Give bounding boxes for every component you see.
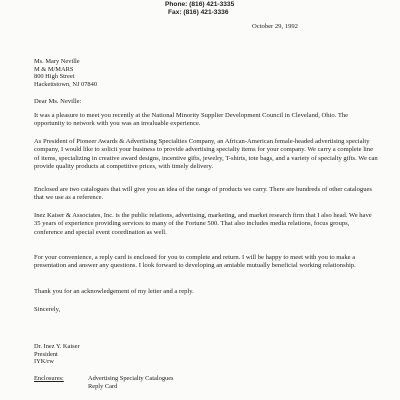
signer-title: President: [34, 350, 58, 358]
closing: Sincerely,: [34, 306, 61, 313]
recipient-name: Ms. Mary Neville: [34, 58, 80, 65]
paragraph-company-intro: As President of Pioneer Awards & Advertising Specialties Company, an African-American female-headed advertising specialty company, I would like to solicit your business to provide advertising specialty items for your company. We carry a complete line of items, specializing in creative award designs, incentive gifts, jewelry, T-shirts, tote bags, and a variety of specialty gifts. We can provide quality products at competitive prices, with timely delivery.: [34, 138, 378, 170]
salutation: Dear Ms. Neville:: [34, 98, 82, 105]
enclosure-item: Advertising Specialty Catalogues: [88, 375, 174, 382]
paragraph-reply-card: For your convenience, a reply card is enclosed for you to complete and return. I will be happy to meet with you to make a presentation and answer any questions. I look forward to developing an amiable mutually beneficial working relationship.: [34, 254, 356, 270]
paragraph-associates: Inez Kaiser & Associates, Inc. is the public relations, advertising, marketing, and market research firm that I also head. We have 35 years of experience providing services to many of the Fortune 500. That also includes media relations, focus groups, conference and special event coordination as well.: [34, 212, 372, 236]
recipient-city: Hackettstown, NJ 07840: [34, 80, 98, 88]
enclosure-item: Reply Card: [88, 382, 118, 390]
enclosures-label: Enclosures:: [34, 375, 64, 382]
paragraph-meeting: It was a pleasure to meet you recently at the National Minority Supplier Development Council in Cleveland, Ohio. The opportunity to network with you was an invaluable experience.: [34, 112, 349, 128]
recipient-street: 800 High Street: [34, 73, 75, 80]
typist-initials: IYK/rw: [34, 358, 54, 365]
letterhead-phone: Phone: (816) 421-3335: [165, 1, 235, 8]
letter-date: October 29, 1992: [252, 23, 298, 30]
paragraph-catalogues: Enclosed are two catalogues that will give you an idea of the range of products we carry. There are hundreds of other catalogues that we use as a reference.: [34, 186, 372, 202]
signer-name: Dr. Inez Y. Kaiser: [34, 343, 80, 350]
letterhead-fax: Fax: (816) 421-3336: [168, 9, 229, 16]
paragraph-thanks: Thank you for an acknowledgement of my letter and a reply.: [34, 288, 194, 295]
recipient-company: M & M/MARS: [34, 65, 74, 73]
